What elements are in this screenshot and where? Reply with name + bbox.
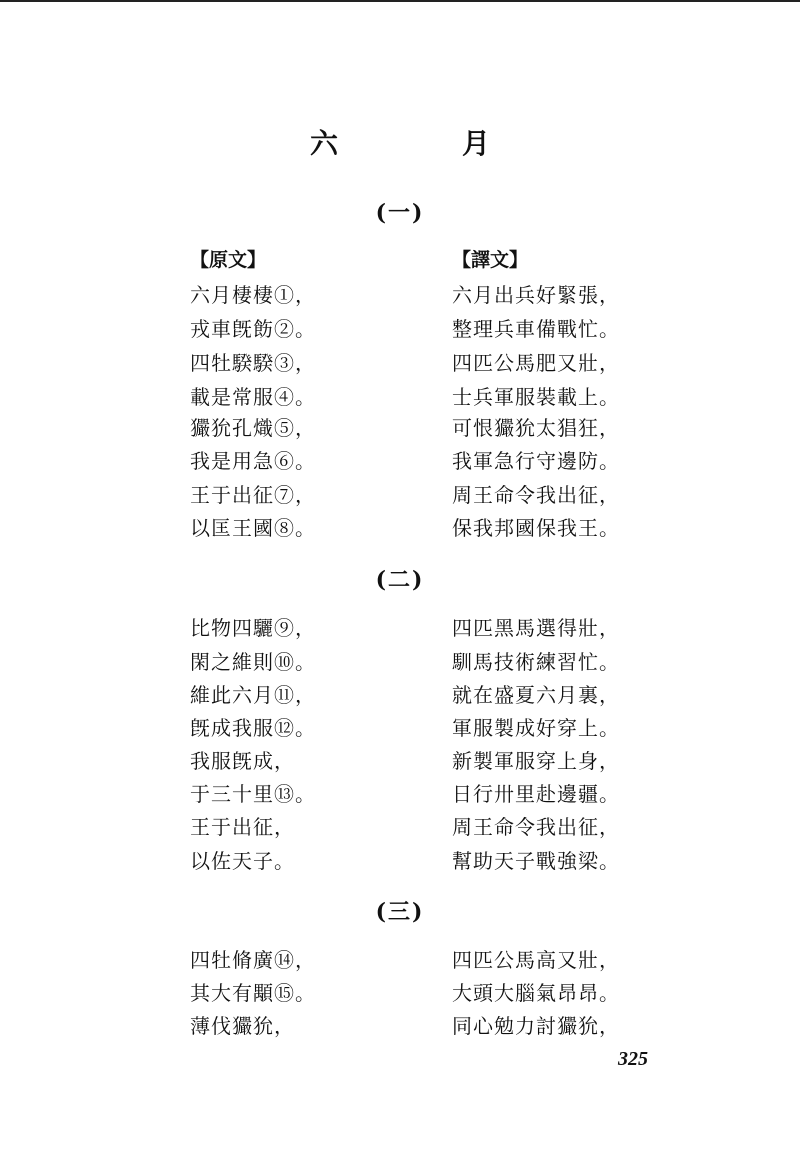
translation-line: 日行卅里赴邊疆。 <box>452 782 620 806</box>
translation-line: 四匹公馬高又壯， <box>452 948 620 972</box>
translation-line: 六月出兵好緊張， <box>452 283 620 307</box>
translation-label: 【譯文】 <box>452 249 529 271</box>
translation-line: 士兵軍服裝載上。 <box>452 385 620 409</box>
page-title: 六 月 <box>309 127 538 160</box>
original-line: 玁狁孔熾⑤， <box>190 416 316 440</box>
top-rule <box>0 0 800 2</box>
original-line: 以佐天子。 <box>190 849 295 873</box>
original-line: 于三十里⑬。 <box>190 782 316 806</box>
original-line: 戎車旣飭②。 <box>190 317 316 341</box>
original-line: 四牡脩廣⑭， <box>190 948 316 972</box>
translation-line: 周王命令我出征， <box>452 483 620 507</box>
translation-line: 同心勉力討玁狁， <box>452 1014 620 1038</box>
translation-line: 馴馬技術練習忙。 <box>452 650 620 674</box>
translation-line: 幫助天子戰強梁。 <box>452 849 620 873</box>
translation-line: 四匹公馬肥又壯， <box>452 351 620 375</box>
translation-line: 軍服製成好穿上。 <box>452 716 620 740</box>
translation-line: 四匹黑馬選得壯， <box>452 616 620 640</box>
translation-line: 周王命令我出征， <box>452 815 620 839</box>
original-line: 薄伐玁狁， <box>190 1014 295 1038</box>
translation-line: 大頭大腦氣昂昂。 <box>452 981 620 1005</box>
original-line: 閑之維則⑩。 <box>190 650 316 674</box>
original-line: 我是用急⑥。 <box>190 449 316 473</box>
original-line: 王于出征， <box>190 815 295 839</box>
original-line: 四牡騤騤③， <box>190 351 316 375</box>
original-line: 載是常服④。 <box>190 385 316 409</box>
original-line: 旣成我服⑫。 <box>190 716 316 740</box>
original-line: 以匡王國⑧。 <box>190 516 316 540</box>
original-line: 王于出征⑦， <box>190 483 316 507</box>
original-line: 其大有顒⑮。 <box>190 981 316 1005</box>
section-heading-1: (一) <box>375 200 425 226</box>
translation-line: 可恨玁狁太猖狂， <box>452 416 620 440</box>
original-line: 比物四驪⑨， <box>190 616 316 640</box>
section-heading-2: (二) <box>375 567 425 593</box>
translation-line: 我軍急行守邊防。 <box>452 449 620 473</box>
original-line: 維此六月⑪， <box>190 683 316 707</box>
original-label: 【原文】 <box>190 249 267 271</box>
translation-line: 整理兵車備戰忙。 <box>452 317 620 341</box>
original-line: 六月棲棲①， <box>190 283 316 307</box>
page-number: 325 <box>618 1048 648 1070</box>
translation-line: 保我邦國保我王。 <box>452 516 620 540</box>
translation-line: 就在盛夏六月裏， <box>452 683 620 707</box>
original-line: 我服旣成， <box>190 749 295 773</box>
section-heading-3: (三) <box>375 899 425 925</box>
translation-line: 新製軍服穿上身， <box>452 749 620 773</box>
